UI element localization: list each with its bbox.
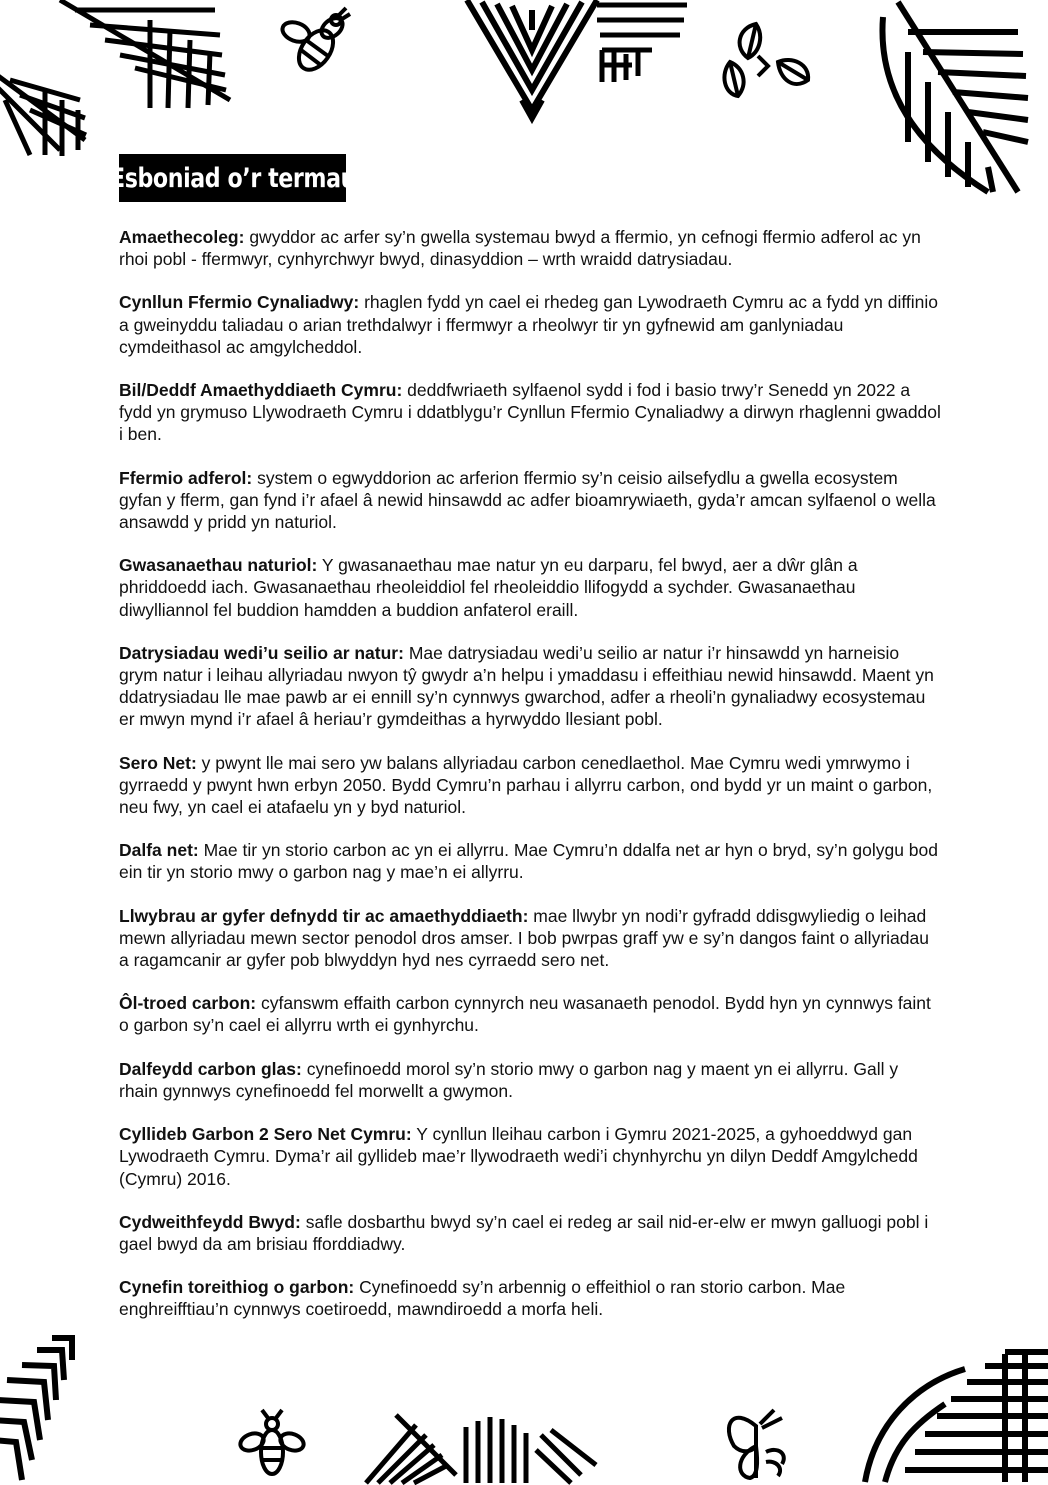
glossary-term: Cydweithfeydd Bwyd:: [119, 1211, 301, 1232]
glossary-term: Datrysiadau wedi’u seilio ar natur:: [119, 642, 404, 663]
glossary-definition: Y cynllun lleihau carbon i Gymru 2021-2025, a gyhoeddwyd gan Lywodraeth Cymru. Dyma’r ail gyllideb mae’r llywodraeth wedi’i chynhyrchu yn dilyn Deddf Amgylchedd (Cymru) 2016.: [119, 1124, 918, 1189]
glossary-definition: gwyddor ac arfer sy’n gwella systemau bwyd a ffermio, yn cefnogi ffermio adferol ac yn rhoi pobl - ffermwyr, cynhyrchwyr bwyd, dinasyddion – wrth wraidd datrysiadau.: [119, 227, 921, 270]
glossary-term: Sero Net:: [119, 752, 197, 773]
glossary-entry: [119, 226, 941, 270]
glossary-entry: [119, 1123, 941, 1190]
leaf-icon: [592, 0, 692, 90]
bee-icon: [276, 6, 356, 78]
glossary-entry: [119, 291, 941, 358]
glossary-entry: [119, 839, 941, 883]
glossary-list: [119, 226, 941, 1342]
glossary-definition: y pwynt lle mai sero yw balans allyriadau carbon cenedlaethol. Mae Cymru wedi ymrwymo i gyrraedd y pwynt hwn erbyn 2050. Bydd Cymru’n parhau i allyrru carbon, ond bydd yr un maint o garbon, neu fwy, yn cael ei atafaelu yn y byd naturiol.: [119, 752, 933, 818]
glossary-entry: [119, 752, 941, 819]
glossary-term: Bil/Deddf Amaethyddiaeth Cymru:: [119, 380, 403, 401]
leaves-icon: [718, 18, 813, 100]
glossary-entry: [119, 379, 941, 446]
glossary-entry: [119, 1058, 941, 1102]
butterfly-icon: [722, 1406, 794, 1482]
glossary-term: Cynllun Ffermio Cynaliadwy:: [119, 292, 360, 313]
leaf-icon: [868, 0, 1048, 207]
glossary-definition: rhaglen fydd yn cael ei rhedeg gan Lywodraeth Cymru ac a fydd yn diffinio a gweinyddu taliadau o arian trethdalwyr i ffermwyr a rheolwyr tir yn gyfnewid am ganlyniadau cymdeithasol ac amgylcheddol.: [119, 292, 939, 357]
glossary-definition: cyfanswm effaith carbon cynnyrch neu wasanaeth penodol. Bydd hyn yn cynnwys faint o garbon sy’n cael ei allyrru wrth ei gynhyrchu.: [119, 993, 931, 1036]
glossary-entry: [119, 905, 941, 972]
glossary-term: Llwybrau ar gyfer defnydd tir ac amaethyddiaeth:: [119, 905, 529, 926]
glossary-definition: Mae datrysiadau wedi’u seilio ar natur i’r hinsawdd yn harneisio grym natur i leihau allyriadau nwyon tŷ gwydr a’n helpu i ymaddasu i effeithiau newid hinsawdd. Maent yn ddatrysiadau lle mae pawb ar ei ennill sy’n cynnwys gwarchod, adfer a rheoli’n gynaliadwy ecosystemau er mwyn mynd i’r afael â heriau’r gymdeithas a hyrwyddo llesiant pobl.: [119, 642, 934, 730]
glossary-entry: [119, 1276, 941, 1320]
glossary-definition: deddfwriaeth sylfaenol sydd i fod i basio trwy’r Senedd yn 2022 a fydd yn grymuso Llywodraeth Cymru i ddatblygu’r Cynllun Ffermio Cynaliadwy a dirwyn rhaglenni gwaddol i ben.: [119, 380, 941, 445]
glossary-entry: [119, 467, 941, 534]
glossary-entry: [119, 1211, 941, 1255]
leaf-icon: [462, 0, 602, 125]
glossary-definition: cynefinoedd morol sy’n storio mwy o garbon nag y maent yn ei allyrru. Gall y rhain gynnwys cynefinoedd fel morwellt a gwymon.: [119, 1058, 899, 1101]
glossary-definition: system o egwyddorion ac arferion ffermio sy’n ceisio ailsefydlu a gwella ecosystem gyfan y fferm, gan fynd i’r afael â newid hinsawdd ac adfer bioamrywiaeth, gyda’r amcan sylfaenol o wella ansawdd y pridd yn naturiol.: [119, 467, 936, 533]
bee-icon: [238, 1408, 306, 1482]
glossary-entry: [119, 554, 941, 621]
glossary-definition: safle dosbarthu bwyd sy’n cael ei redeg ar sail nid-er-elw er mwyn galluogi pobl i gael bwyd da am brisiau fforddiadwy.: [119, 1211, 929, 1254]
glossary-term: Ffermio adferol:: [119, 467, 253, 488]
glossary-term: Dalfa net:: [119, 840, 199, 861]
page-title-text: Esboniad o’r termau: [109, 162, 356, 194]
leaf-icon: [855, 1344, 1048, 1484]
page-title: [109, 154, 356, 202]
leaf-icon: [356, 1405, 601, 1485]
glossary-entry: [119, 992, 941, 1036]
leaf-icon: [0, 0, 260, 170]
glossary-definition: Mae tir yn storio carbon ac yn ei allyrru. Mae Cymru’n ddalfa net ar hyn o bryd, sy’n golygu bod ein tir yn storio mwy o garbon nag y mae’n ei allyrru.: [119, 840, 938, 883]
glossary-definition: Y gwasanaethau mae natur yn eu darparu, fel bwyd, aer a dŵr glân a phriddoedd iach. Gwasanaethau rheoleiddiol fel rheoleiddio llifogydd a sychder. Gwasanaethau diwylliannol fel buddion hamdden a buddion anfaterol eraill.: [119, 555, 858, 620]
glossary-definition: Cynefinoedd sy’n arbennig o effeithiol o ran storio carbon. Mae enghreifftiau’n cynnwys coetiroedd, mawndiroedd a morfa heli.: [119, 1277, 846, 1320]
glossary-entry: [119, 642, 941, 731]
leaf-icon: [0, 1330, 87, 1482]
glossary-term: Amaethecoleg:: [119, 227, 245, 247]
glossary-term: Gwasanaethau naturiol:: [119, 555, 318, 576]
glossary-term: Cynefin toreithiog o garbon:: [119, 1277, 355, 1298]
glossary-term: Cyllideb Garbon 2 Sero Net Cymru:: [119, 1124, 412, 1145]
glossary-term: Dalfeydd carbon glas:: [119, 1058, 302, 1079]
glossary-definition: mae llwybr yn nodi’r gyfradd ddisgwyliedig o leihad mewn allyriadau mewn sector penodol dros amser. I bob pwrpas graff yw e sy’n dangos faint o allyriadau a ragamcanir ar gyfer pob blwyddyn hyd nes cyrraedd sero net.: [119, 905, 929, 971]
glossary-term: Ôl-troed carbon:: [119, 993, 257, 1014]
